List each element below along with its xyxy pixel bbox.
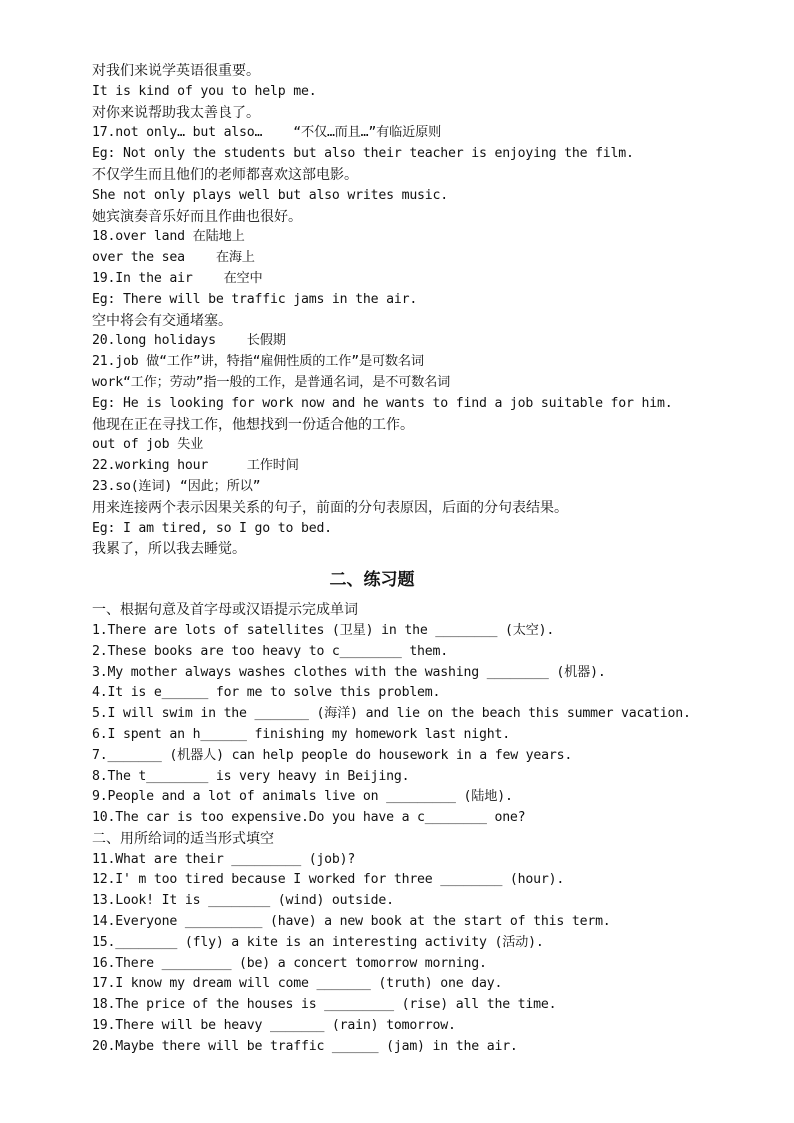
question-item: 5.I will swim in the _______ (海洋) and lie on the beach this summer vacation. <box>92 706 691 722</box>
note-line: 我累了，所以我去睡觉。 <box>92 541 246 558</box>
note-line: 她宾演奏音乐好而且作曲也很好。 <box>92 208 302 225</box>
question-item: 17.I know my dream will come _______ (truth) one day. <box>92 976 503 992</box>
question-item: 6.I spent an h______ finishing my homework last night. <box>92 726 510 742</box>
question-item: 13.Look! It is ________ (wind) outside. <box>92 893 394 909</box>
section-title: 二、练习题 <box>329 570 415 591</box>
question-item: 2.These books are too heavy to c________ them. <box>92 643 449 659</box>
note-line: 空中将会有交通堵塞。 <box>92 312 232 329</box>
question-item: 12.I' m too tired because I worked for three ________ (hour). <box>92 872 565 888</box>
notes-section <box>92 61 732 560</box>
question-item: 15.________ (fly) a kite is an interesting activity (活动). <box>92 934 544 950</box>
question-item: 18.The price of the houses is _________ (rise) all the time. <box>92 997 557 1013</box>
note-line: Eg: I am tired, so I go to bed. <box>92 520 332 536</box>
note-line: work“工作；劳动”指一般的工作，是普通名词，是不可数名词 <box>92 374 451 390</box>
part2-heading: 二、用所给词的适当形式填空 <box>92 830 274 847</box>
note-line: 18.over land 在陆地上 <box>92 229 245 245</box>
question-item: 19.There will be heavy _______ (rain) tomorrow. <box>92 1018 456 1034</box>
note-line: out of job 失业 <box>92 437 204 453</box>
note-line: 19.In the air 在空中 <box>92 270 263 286</box>
question-item: 8.The t________ is very heavy in Beijing. <box>92 768 410 784</box>
exercise-part-1 <box>92 600 732 829</box>
note-line: Eg: There will be traffic jams in the air. <box>92 291 418 307</box>
note-line: 23.so(连词) “因此；所以” <box>92 478 261 494</box>
question-item: 3.My mother always washes clothes with the washing ________ (机器). <box>92 664 606 680</box>
exercise-part-2 <box>92 829 732 1058</box>
part2-question-list <box>92 850 732 1058</box>
note-line: It is kind of you to help me. <box>92 83 317 99</box>
note-line: over the sea 在海上 <box>92 250 255 266</box>
part1-question-list <box>92 621 732 829</box>
question-item: 20.Maybe there will be traffic ______ (jam) in the air. <box>92 1038 518 1054</box>
note-line: 21.job 做“工作”讲，特指“雇佣性质的工作”是可数名词 <box>92 354 424 370</box>
note-line: 他现在正在寻找工作，他想找到一份适合他的工作。 <box>92 416 414 433</box>
note-line: Eg: Not only the students but also their teacher is enjoying the film. <box>92 146 634 162</box>
question-item: 4.It is e______ for me to solve this problem. <box>92 685 441 701</box>
question-item: 16.There _________ (be) a concert tomorrow morning. <box>92 955 487 971</box>
note-line: 不仅学生而且他们的老师都喜欢这部电影。 <box>92 166 358 183</box>
document-content <box>92 61 732 1058</box>
note-line: 对我们来说学英语很重要。 <box>92 63 260 79</box>
question-item: 11.What are their _________ (job)? <box>92 851 356 867</box>
note-line: She not only plays well but also writes music. <box>92 187 449 203</box>
question-item: 1.There are lots of satellites (卫星) in the ________ (太空). <box>92 622 555 638</box>
question-item: 7._______ (机器人) can help people do housework in a few years. <box>92 747 573 763</box>
note-line: 20.long holidays 长假期 <box>92 333 286 349</box>
note-line: 22.working hour 工作时间 <box>92 458 299 474</box>
note-line: 对你来说帮助我太善良了。 <box>92 104 260 121</box>
question-item: 9.People and a lot of animals live on _________ (陆地). <box>92 789 513 805</box>
question-item: 10.The car is too expensive.Do you have a c________ one? <box>92 810 526 826</box>
note-line: Eg: He is looking for work now and he wants to find a job suitable for him. <box>92 395 673 411</box>
note-line: 用来连接两个表示因果关系的句子，前面的分句表原因，后面的分句表结果。 <box>92 499 568 516</box>
part1-heading: 一、根据句意及首字母或汉语提示完成单词 <box>92 602 358 619</box>
question-item: 14.Everyone __________ (have) a new book at the start of this term. <box>92 914 611 930</box>
note-line: 17.not only… but also… “不仅…而且…”有临近原则 <box>92 125 442 141</box>
